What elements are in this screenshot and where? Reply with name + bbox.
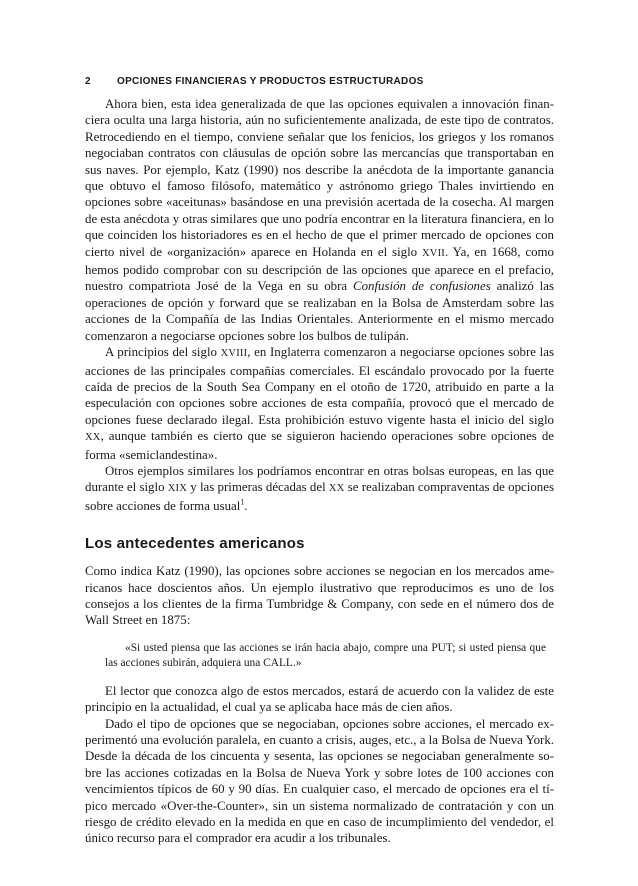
paragraph-1 bbox=[85, 96, 554, 344]
footnote-ref: 1 bbox=[240, 497, 245, 507]
century-xx-2: XX bbox=[328, 483, 345, 495]
paragraph-3-text-c: se realizaban compraventas de opciones sobre acciones de forma usual bbox=[85, 480, 554, 513]
century-xviii: XVIII bbox=[220, 348, 248, 360]
page-number: 2 bbox=[85, 76, 91, 87]
body-text bbox=[85, 96, 554, 847]
running-header bbox=[85, 76, 555, 87]
paragraph-2 bbox=[85, 344, 554, 463]
paragraph-2-text-b: , en Inglaterra comenzaron a negociarse opciones sobre las acciones de las principales compañías comerciales. El escándalo provocado por la fuerte caída de precios de la South Sea Company en el otoño de 1720, atribuido en parte a la especulación con opciones sobre acciones de esta compañía, provocó que el mercado de opciones fuese declarado ilegal. Esta prohibición estuvo vigente hasta el inicio del siglo bbox=[85, 345, 554, 427]
section-heading: Los antecedentes americanos bbox=[85, 535, 305, 553]
century-xx: XX bbox=[85, 432, 101, 444]
paragraph-1-text-b: . Ya, en 1668, como hemos podido comprobar con su descripción de las opciones que aparece en el prefacio, nuestro compatriota José de la Vega en su obra bbox=[85, 244, 554, 294]
paragraph-6: Dado el tipo de opciones que se negociaban, opciones sobre acciones, el mercado experimentó una evolución paralela, en cuanto a crisis, auges, etc., a la Bolsa de Nueva York. Desde la década de los cincuenta y sesenta, las opciones se negociaban generalmente sobre las acciones cotizadas en la Bolsa de Nueva York y sobre lotes de 100 acciones con vencimientos típicos de 60 y 90 días. En cualquier caso, el mercado de opciones era el típico mercado «Over-the-Counter», sin un sistema normalizado de contratación y con un riesgo de crédito elevado en la medida en que en caso de incumplimiento del vendedor, el único recurso para el comprador era acudir a los tribunales. bbox=[85, 716, 554, 846]
paragraph-1-text-c: analizó las operaciones de opción y forward que se realizaban en la Bolsa de Amsterdam sobre las acciones de la Compañía de las Indias Orientales. Anteriormente en el mismo mercado comenzaron a negociarse opciones sobre los bulbos de tulipán. bbox=[85, 279, 555, 343]
paragraph-5: El lector que conozca algo de estos mercados, estará de acuerdo con la validez de este principio en la actualidad, el cual ya se aplicaba hace más de cien años. bbox=[85, 683, 554, 715]
paragraph-1-text-a: Ahora bien, esta idea generalizada de que las opciones equivalen a innovación financiera oculta una larga historia, aún no suficientemente analizada, de este tipo de contratos. Retrocediendo en el tiempo, conviene señalar que los fenicios, los griegos y los romanos negociaban contratos con cláusulas de opción sobre las mercancías que transportaban en sus naves. Por ejemplo, Katz (1990) nos describe la anécdota de la importante ganancia que obtuvo el famoso filósofo, matemático y astrónomo griego Thales invirtiendo en opciones sobre «aceitunas» basándose en una previsión acertada de la cosecha. Al margen de esta anécdota y otras similares que uno podría encontrar en la literatura financiera, en lo que coinciden los historiadores es en el hecho de que el primer mercado de opciones con cierto nivel de «organización» aparece en Holanda en el siglo bbox=[85, 97, 554, 259]
paragraph-3 bbox=[85, 463, 554, 514]
century-xix: XIX bbox=[167, 483, 188, 495]
paragraph-2-text-c: , aunque también es cierto que se siguieron haciendo operaciones sobre opciones de forma «semiclandestina». bbox=[85, 429, 554, 462]
block-quote bbox=[105, 641, 546, 671]
paragraph-2-text-a: A principios del siglo bbox=[105, 345, 221, 360]
paragraph-3-text-d: . bbox=[244, 498, 248, 513]
book-title-confusion: Confusión de confusiones bbox=[352, 279, 491, 294]
paragraph-4: Como indica Katz (1990), las opciones sobre acciones se negocian en los mercados americanos hace doscientos años. Un ejemplo ilustrativo que reproducimos es uno de los consejos a los clientes de la firma Tumbridge & Company, con sede en el número dos de Wall Street en 1875: bbox=[85, 564, 554, 628]
century-xvii: XVII bbox=[422, 247, 445, 259]
running-title: OPCIONES FINANCIERAS Y PRODUCTOS ESTRUCTURADOS bbox=[117, 76, 424, 87]
paragraph-3-text-a: Otros ejemplos similares los podríamos encontrar en otras bolsas europeas, en las que durante el siglo bbox=[85, 463, 554, 495]
quote-text: «Si usted piensa que las acciones se irán hacia abajo, compre una PUT; si usted piensa que las acciones subirán, adquiera una CALL.» bbox=[105, 641, 546, 669]
paragraph-3-text-b: y las primeras décadas del bbox=[187, 480, 329, 495]
